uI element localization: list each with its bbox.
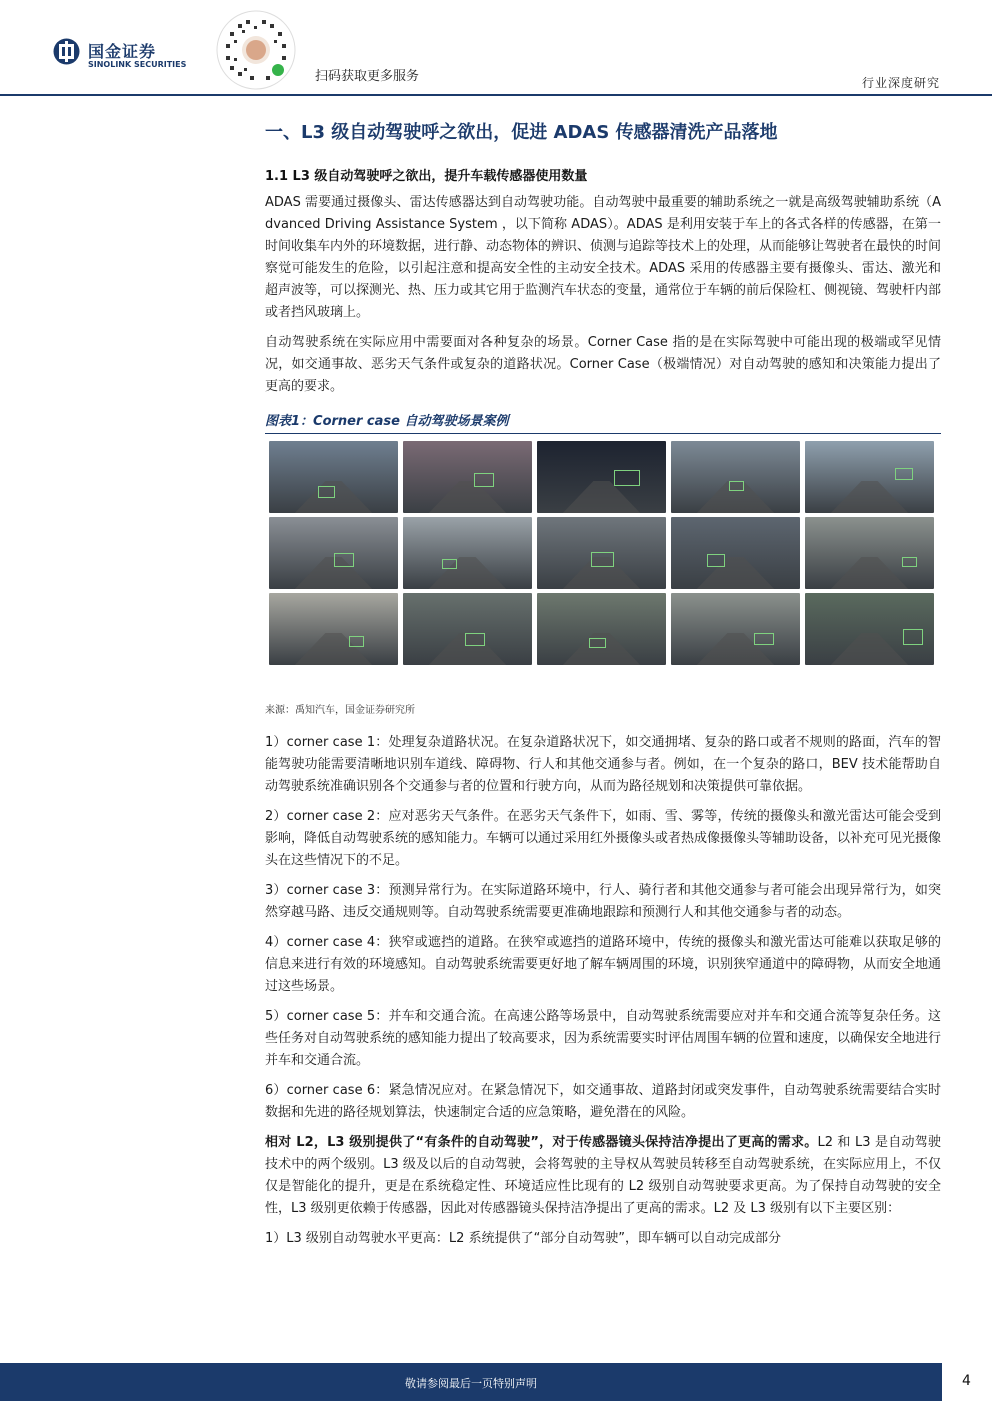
footer-notice: 敬请参阅最后一页特别声明 [405, 1377, 537, 1390]
detection-box [707, 554, 724, 566]
figure-photo-tile [537, 593, 666, 665]
corner-case-2: 2）corner case 2：应对恶劣天气条件。在恶劣天气条件下，如雨、雪、雾等，传统的摄像头和激光雷达可能会受到影响，降低自动驾驶系统的感知能力。车辆可以通过采用红外摄像头或者热成像摄像头等辅助设备，以补充可见光摄像头在这些情况下的不足。 [265, 809, 942, 868]
figure-photo-tile [671, 593, 800, 665]
road-shape [831, 633, 908, 665]
detection-box [614, 470, 639, 486]
figure-photo-tile [805, 517, 934, 589]
qr-code-icon[interactable] [216, 10, 296, 90]
corner-case-4: 4）corner case 4：狭窄或遮挡的道路。在狭窄或遮挡的道路环境中，传统的摄像头和激光雷达可能难以获取足够的信息来进行有效的环境感知。自动驾驶系统需要更好地了解车辆周围的环境，识别狭窄通道中的障碍物，从而安全地通过这些场景。 [265, 935, 942, 994]
road-shape [429, 557, 506, 589]
l3-item-1: 1）L3 级别自动驾驶水平更高：L2 系统提供了“部分自动驾驶”，即车辆可以自动完成部分 [265, 1231, 782, 1246]
figure-photo-tile [805, 441, 934, 513]
detection-box [903, 629, 923, 645]
figure-photo-tile [269, 593, 398, 665]
corner-case-6: 6）corner case 6：紧急情况应对。在紧急情况下，如交通事故、道路封闭或突发事件，自动驾驶系统需要结合实时数据和先进的路径规划算法，快速制定合适的应急策略，避免潜在的风险。 [265, 1083, 941, 1120]
corner-case-1: 1）corner case 1：处理复杂道路状况。在复杂道路状况下，如交通拥堵、复杂的路口或者不规则的路面，汽车的智能驾驶功能需要清晰地识别车道线、障碍物、行人和其他交通参与者。例如，在一个复杂的路口，BEV 技术能帮助自动驾驶系统准确识别各个交通参与者的位置和行驶方向，从而为路径规划和决策提供可靠依据。 [265, 735, 941, 794]
detection-box [729, 481, 744, 492]
section-subtitle: 1.1 L3 级自动驾驶呼之欲出，提升车载传感器使用数量 [265, 169, 588, 184]
figure-photo-tile [269, 517, 398, 589]
header-divider [0, 94, 992, 96]
detection-box [902, 557, 917, 568]
detection-box [591, 552, 614, 567]
figure-title: 图表1：Corner case 自动驾驶场景案例 [265, 410, 941, 434]
figure-image-grid [269, 441, 937, 665]
page-number: 4 [962, 1373, 971, 1389]
l3-paragraph [265, 1132, 941, 1220]
detection-box [349, 636, 364, 647]
l3-body-text: L2 和 L3 是自动驾驶技术中的两个级别。L3 级及以后的自动驾驶，会将驾驶的主导权从驾驶员转移至自动驾驶系统，在实际应用上，不仅仅是智能化的提升，更是在系统稳定性、环境适应性比现有的 L2 级别自动驾驶要求更高。为了保持自动驾驶的安全性，L3 级别更依赖于传感器，因此对传感器镜头保持洁净提出了更高的需求。L2 及 L3 级别有以下主要区别： [265, 1135, 941, 1216]
detection-box [589, 638, 606, 649]
figure-photo-tile [537, 441, 666, 513]
figure-photo-tile [403, 517, 532, 589]
scan-for-service-text: 扫码获取更多服务 [315, 69, 420, 84]
figure-source: 来源：禹知汽车，国金证券研究所 [265, 705, 415, 716]
figure-photo-tile [403, 593, 532, 665]
detection-box [895, 468, 912, 480]
logo-english-name: SINOLINK SECURITIES [88, 60, 187, 69]
road-shape [831, 557, 908, 589]
sinolink-logo-icon [53, 38, 80, 65]
road-shape [831, 481, 908, 513]
corner-case-5: 5）corner case 5：并车和交通合流。在高速公路等场景中，自动驾驶系统需要应对并车和交通合流等复杂任务。这些任务对自动驾驶系统的感知能力提出了较高要求，因为系统需要实时评估周围车辆的位置和速度，以确保安全地进行并车和交通合流。 [265, 1009, 942, 1068]
road-shape [429, 481, 506, 513]
report-type-label: 行业深度研究 [861, 76, 940, 90]
figure-photo-tile [537, 517, 666, 589]
l3-bold-lead: 相对 L2，L3 级别提供了“有条件的自动驾驶”，对于传感器镜头保持洁净提出了更高的需求。 [265, 1135, 818, 1150]
corner-case-3: 3）corner case 3：预测异常行为。在实际道路环境中，行人、骑行者和其他交通参与者可能会出现异常行为，如突然穿越马路、违反交通规则等。自动驾驶系统需要更准确地跟踪和预测行人和其他交通参与者的动态。 [265, 883, 941, 920]
page-header [0, 0, 992, 95]
detection-box [334, 553, 354, 567]
figure-photo-tile [403, 441, 532, 513]
main-content [265, 118, 941, 1258]
figure-photo-tile [671, 441, 800, 513]
paragraph-adas: ADAS 需要通过摄像头、雷达传感器达到自动驾驶功能。自动驾驶中最重要的辅助系统之一就是高级驾驶辅助系统（Advanced Driving Assistance System ，以下简称 ADAS）。ADAS 是利用安装于车上的各式各样的传感器，在第一时间收集车内外的环境数据，进行静、动态物体的辨识、侦测与追踪等技术上的处理，从而能够让驾驶者在最快的时间察觉可能发生的危险，以引起注意和提高安全性的主动安全技术。ADAS 采用的传感器主要有摄像头、雷达、激光和超声波等，可以探测光、热、压力或其它用于监测汽车状态的变量，通常位于车辆的前后保险杠、侧视镜、驾驶杆内部或者挡风玻璃上。 [265, 195, 942, 320]
detection-box [474, 473, 494, 487]
logo-chinese-name: 国金证券 [88, 42, 157, 61]
detection-box [465, 633, 485, 647]
figure-photo-tile [805, 593, 934, 665]
paragraph-corner-case: 自动驾驶系统在实际应用中需要面对各种复杂的场景。Corner Case 指的是在实际驾驶中可能出现的极端或罕见情况，如交通事故、恶劣天气条件或复杂的道路状况。Corner Case（极端情况）对自动驾驶的感知和决策能力提出了更高的要求。 [265, 335, 941, 394]
detection-box [318, 486, 335, 498]
figure-photo-tile [671, 517, 800, 589]
figure-photo-tile [269, 441, 398, 513]
detection-box [754, 633, 774, 645]
detection-box [442, 559, 457, 570]
section-title: 一、L3 级自动驾驶呼之欲出，促进 ADAS 传感器清洗产品落地 [265, 122, 778, 143]
